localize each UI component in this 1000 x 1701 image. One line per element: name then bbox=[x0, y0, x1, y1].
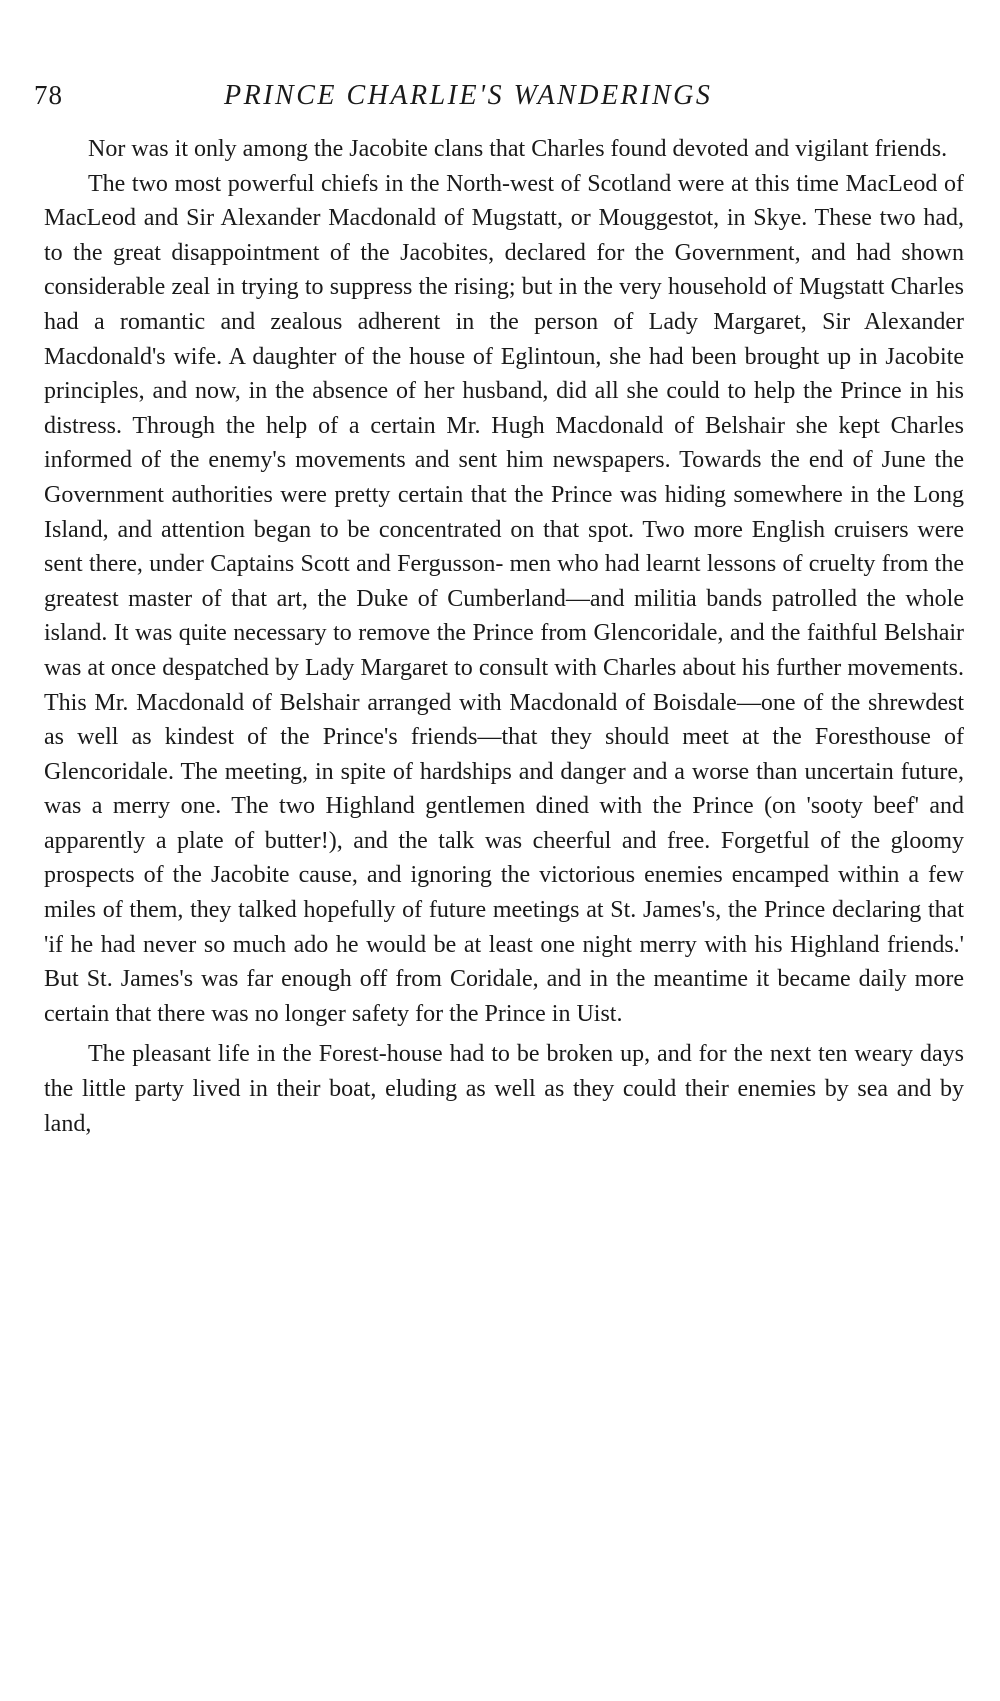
body-text bbox=[44, 132, 964, 1141]
running-head bbox=[34, 80, 934, 120]
page-number: 78 bbox=[34, 80, 63, 110]
running-title: PRINCE CHARLIE'S WANDERINGS bbox=[224, 80, 713, 111]
paragraph-3: The pleasant life in the Forest-house had to be broken up, and for the next ten weary days the little party lived in their boat, eluding as well as they could their enemies by sea and by land, bbox=[44, 1041, 964, 1137]
paragraph-1: Nor was it only among the Jacobite clans that Charles found devoted and vigilant friends. bbox=[88, 136, 948, 162]
paragraph-2: The two most powerful chiefs in the North-west of Scotland were at this time MacLeod of MacLeod and Sir Alexander Macdonald of Mugstatt, or Mouggestot, in Skye. These two had, to the great disappointment of the Jacobites, declared for the Government, and had shown considerable zeal in trying to suppress the rising; but in the very household of Mugstatt Charles had a romantic and zealous adherent in the person of Lady Margaret, Sir Alexander Macdonald's wife. A daughter of the house of Eglintoun, she had been brought up in Jacobite principles, and now, in the absence of her husband, did all she could to help the Prince in his distress. Through the help of a certain Mr. Hugh Macdonald of Belshair she kept Charles informed of the enemy's movements and sent him newspapers. Towards the end of June the Government authorities were pretty certain that the Prince was hiding somewhere in the Long Island, and attention began to be concentrated on that spot. Two more English cruisers were sent there, under Captains Scott and Fergusson- men who had learnt lessons of cruelty from the greatest master of that art, the Duke of Cumberland—and militia bands patrolled the whole island. It was quite necessary to remove the Prince from Glencoridale, and the faithful Belshair was at once despatched by Lady Margaret to consult with Charles about his further movements. This Mr. Macdonald of Belshair arranged with Macdonald of Boisdale—one of the shrewdest as well as kindest of the Prince's friends—that they should meet at the Foresthouse of Glencoridale. The meeting, in spite of hardships and danger and a worse than uncertain future, was a merry one. The two Highland gentlemen dined with the Prince (on 'sooty beef' and apparently a plate of butter!), and the talk was cheerful and free. Forgetful of the gloomy prospects of the Jacobite cause, and ignoring the victorious enemies encamped within a few miles of them, they talked hopefully of future meetings at St. James's, the Prince declaring that 'if he had never so much ado he would be at least one night merry with his Highland friends.' But St. James's was far enough off from Coridale, and in the meantime it became daily more certain that there was no longer safety for the Prince in Uist. bbox=[44, 170, 964, 1027]
